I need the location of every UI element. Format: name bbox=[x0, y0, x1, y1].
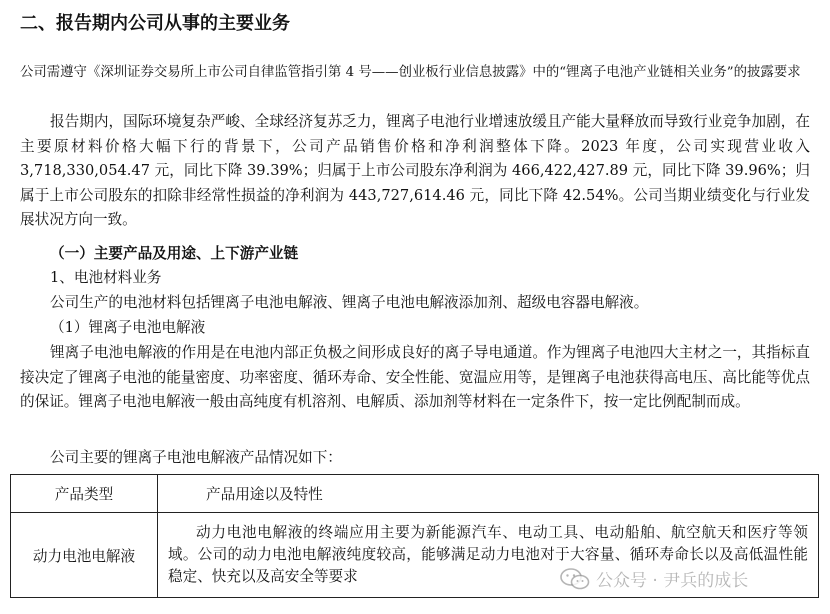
electrolyte-paragraph: 锂离子电池电解液的作用是在电池内部正负极之间形成良好的离子导电通道。作为锂离子电池四大主材之一，其指标直接决定了锂离子电池的能量密度、功率密度、循环寿命、安全性能、宽温应用等，是锂离子电池获得高电压、高比能等优点的保证。锂离子电池电解液一般由高纯度有机溶剂、电解质、添加剂等材料在一定条件下，按一定比例配制而成。 bbox=[20, 344, 810, 410]
table-header-description: 产品用途以及特性 bbox=[158, 475, 819, 513]
watermark-text: 公众号 · 尹兵的成长 bbox=[596, 571, 749, 591]
heading-electrolyte: （1）锂离子电池电解液 bbox=[50, 319, 206, 336]
heading-products: （一）主要产品及用途、上下游产业链 bbox=[50, 245, 299, 262]
section-title: 二、报告期内公司从事的主要业务 bbox=[20, 13, 290, 34]
table-cell-type: 动力电池电解液 bbox=[11, 513, 158, 598]
table-header-row bbox=[11, 475, 819, 513]
summary-paragraph: 报告期内，国际环境复杂严峻、全球经济复苏乏力，锂离子电池行业增速放缓且产能大量释放而导致行业竞争加剧，在主要原材料价格大幅下行的背景下，公司产品销售价格和净利润整体下降。2023 年度，公司实现营业收入 3,718,330,054.47 元，同比下降 39.39%；归属于上市公司股东净利润为 466,422,427.89 元，同比下降 39.96%；归属于上市公司股东的扣除非经常性损益的净利润为 443,727,614.46 元，同比下降 42.54%。公司当期业绩变化与行业发展状况方向一致。 bbox=[20, 113, 810, 228]
table-cell-description: 动力电池电解液的终端应用主要为新能源汽车、电动工具、电动船舶、航空航天和医疗等领域。公司的动力电池电解液纯度较高，能够满足动力电池对于大容量、循环寿命长以及高低温性能稳定、快充以及高安全等要求 bbox=[158, 513, 819, 598]
wechat-icon bbox=[560, 568, 590, 590]
disclosure-intro: 公司需遵守《深圳证券交易所上市公司自律监管指引第 4 号——创业板行业信息披露》中的“锂离子电池产业链相关业务”的披露要求 bbox=[20, 65, 801, 80]
battery-materials-text: 公司生产的电池材料包括锂离子电池电解液、锂离子电池电解液添加剂、超级电容器电解液。 bbox=[50, 294, 649, 311]
heading-battery-materials: 1、电池材料业务 bbox=[50, 269, 162, 286]
table-header-type: 产品类型 bbox=[11, 475, 158, 513]
table-intro: 公司主要的锂离子电池电解液产品情况如下： bbox=[50, 449, 342, 466]
watermark bbox=[560, 566, 748, 591]
